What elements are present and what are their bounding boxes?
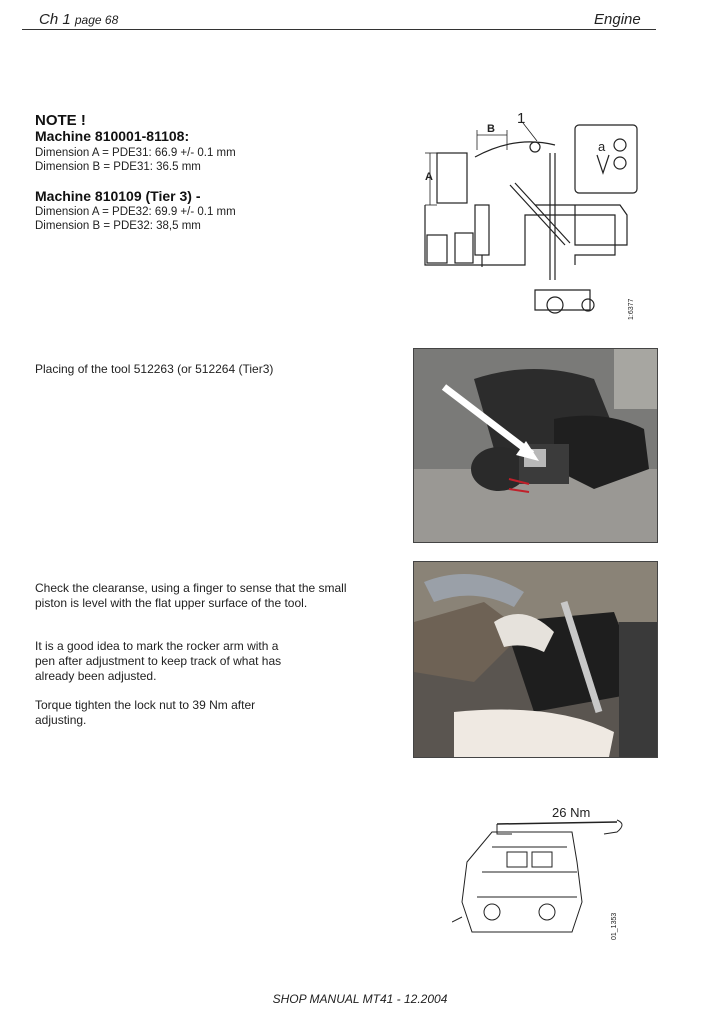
check-text-line2: piston is level with the flat upper surface of the tool. — [35, 596, 308, 610]
machine2-title: Machine 810109 (Tier 3) - — [35, 188, 201, 204]
rocker-arm-dimension-drawing — [415, 105, 645, 327]
mark-text-line1: It is a good idea to mark the rocker arm with a — [35, 639, 279, 653]
machine1-dimension-a: Dimension A = PDE31: 66.9 +/- 0.1 mm — [35, 147, 236, 159]
chapter-label: Ch 1 — [39, 11, 71, 28]
torque-wrench-drawing — [452, 802, 632, 944]
note-heading: NOTE ! — [35, 112, 86, 129]
dimension-b-label: B — [487, 123, 495, 135]
clearance-check-photo — [413, 561, 658, 758]
figure4-code: 01_1353 — [611, 912, 618, 940]
check-text-line1: Check the clearanse, using a finger to sense that the small — [35, 581, 347, 595]
callout-number: 1 — [517, 110, 526, 127]
header-chapter — [39, 11, 118, 28]
tool-placement-text: Placing of the tool 512263 (or 512264 (Tier3) — [35, 362, 274, 376]
torque-text-line2: adjusting. — [35, 713, 87, 727]
machine1-title: Machine 810001-81108: — [35, 128, 190, 144]
page-footer: SHOP MANUAL MT41 - 12.2004 — [272, 992, 448, 1006]
torque-value-label: 26 Nm — [552, 805, 591, 820]
inset-label-a: a — [598, 139, 606, 154]
header-section: Engine — [594, 11, 641, 28]
header-divider — [22, 29, 656, 30]
machine2-dimension-a: Dimension A = PDE32: 69.9 +/- 0.1 mm — [35, 206, 236, 218]
hands-adjusting-photo-illustration — [414, 562, 657, 757]
mark-text-line2: pen after adjustment to keep track of what has — [35, 654, 282, 668]
dimension-a-label: A — [425, 171, 433, 183]
page-label: page 68 — [74, 13, 119, 27]
mark-text-line3: already been adjusted. — [35, 669, 157, 683]
torque-text-line1: Torque tighten the lock nut to 39 Nm after — [35, 698, 256, 712]
machine1-dimension-b: Dimension B = PDE31: 36.5 mm — [35, 161, 201, 173]
engine-photo-illustration — [414, 349, 657, 542]
figure1-code: 1:6377 — [628, 298, 635, 320]
tool-placement-photo — [413, 348, 658, 543]
machine2-dimension-b: Dimension B = PDE32: 38,5 mm — [35, 220, 201, 232]
